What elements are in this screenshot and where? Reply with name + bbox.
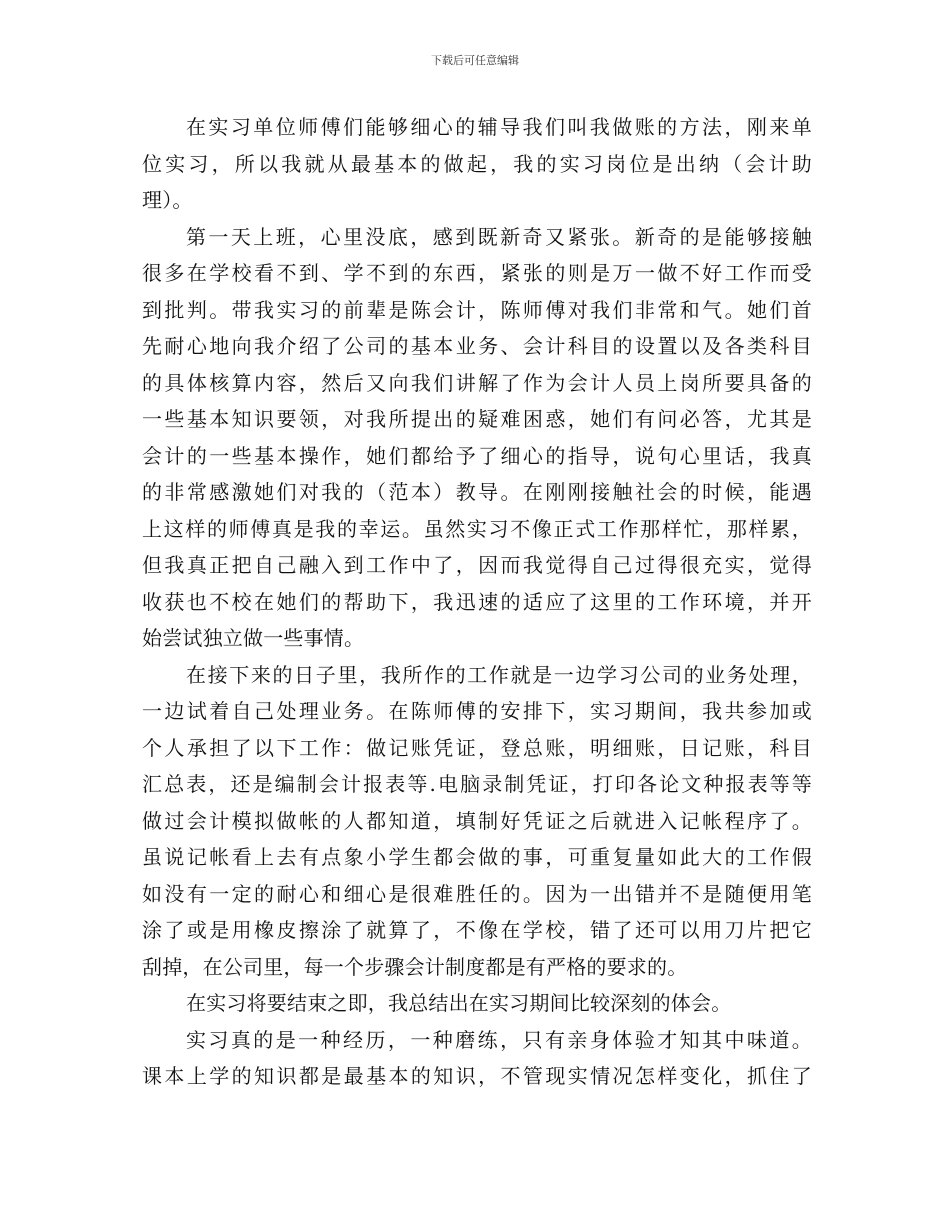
text-line: 如没有一定的耐心和细心是很难胜任的。因为一出错并不是随便用笔 [142,881,812,906]
text-line: 一边试着自己处理业务。在陈师傅的安排下，实习期间，我共参加或 [142,699,812,723]
page-header: 下载后可任意编辑 [431,54,519,67]
text-line: 会计的一些基本操作，她们都给予了细心的指导，说句心里话，我真 [142,443,812,468]
text-line: 收获也不校在她们的帮助下，我迅速的适应了这里的工作环境，并开 [142,589,812,614]
text-line: 始尝试独立做一些事情。 [142,626,365,650]
document-body [142,109,812,1095]
text-line: 位实习，所以我就从最基本的做起，我的实习岗位是出纳（会计助 [142,151,812,176]
text-line: 到批判。带我实习的前辈是陈会计，陈师傅对我们非常和气。她们首 [142,297,812,322]
text-line: 的具体核算内容，然后又向我们讲解了作为会计人员上岗所要具备的 [142,370,812,395]
text-line: 做过会计模拟做帐的人都知道，填制好凭证之后就进入记帐程序了。 [142,808,812,833]
text-line: 在实习将要结束之即，我总结出在实习期间比较深刻的体会。 [186,991,732,1015]
text-line: 但我真正把自己融入到工作中了，因而我觉得自己过得很充实，觉得 [142,553,812,577]
text-line: 汇总表，还是编制会计报表等.电脑录制凭证，打印各论文种报表等等 [142,772,812,796]
text-line: 实习真的是一种经历，一种磨练，只有亲身体验才知其中味道。 [186,1027,812,1052]
text-line: 先耐心地向我介绍了公司的基本业务、会计科目的设置以及各类科目 [142,334,812,358]
text-line: 涂了或是用橡皮擦涂了就算了，不像在学校，错了还可以用刀片把它 [142,918,812,942]
text-line: 一些基本知识要领，对我所提出的疑难困惑，她们有问必答，尤其是 [142,407,812,431]
text-line: 在接下来的日子里，我所作的工作就是一边学习公司的业务处理， [186,662,812,687]
text-line: 第一天上班，心里没底，感到既新奇又紧张。新奇的是能够接触 [186,224,812,249]
text-line: 刮掉，在公司里，每一个步骤会计制度都是有严格的要求的。 [142,954,688,979]
text-line: 在实习单位师傅们能够细心的辅导我们叫我做账的方法，刚来单 [186,115,812,139]
text-line: 理）。 [142,188,193,212]
text-line: 课本上学的知识都是最基本的知识，不管现实情况怎样变化，抓住了 [142,1064,812,1088]
text-line: 上这样的师傅真是我的幸运。虽然实习不像正式工作那样忙，那样累， [142,516,812,541]
text-line: 的非常感激她们对我的（范本）教导。在刚刚接触社会的时候，能遇 [142,480,812,504]
text-line: 个人承担了以下工作：做记账凭证，登总账，明细账，日记账，科目 [142,735,812,760]
text-line: 很多在学校看不到、学不到的东西，紧张的则是万一做不好工作而受 [142,261,812,285]
text-line: 虽说记帐看上去有点象小学生都会做的事，可重复量如此大的工作假 [142,845,812,869]
